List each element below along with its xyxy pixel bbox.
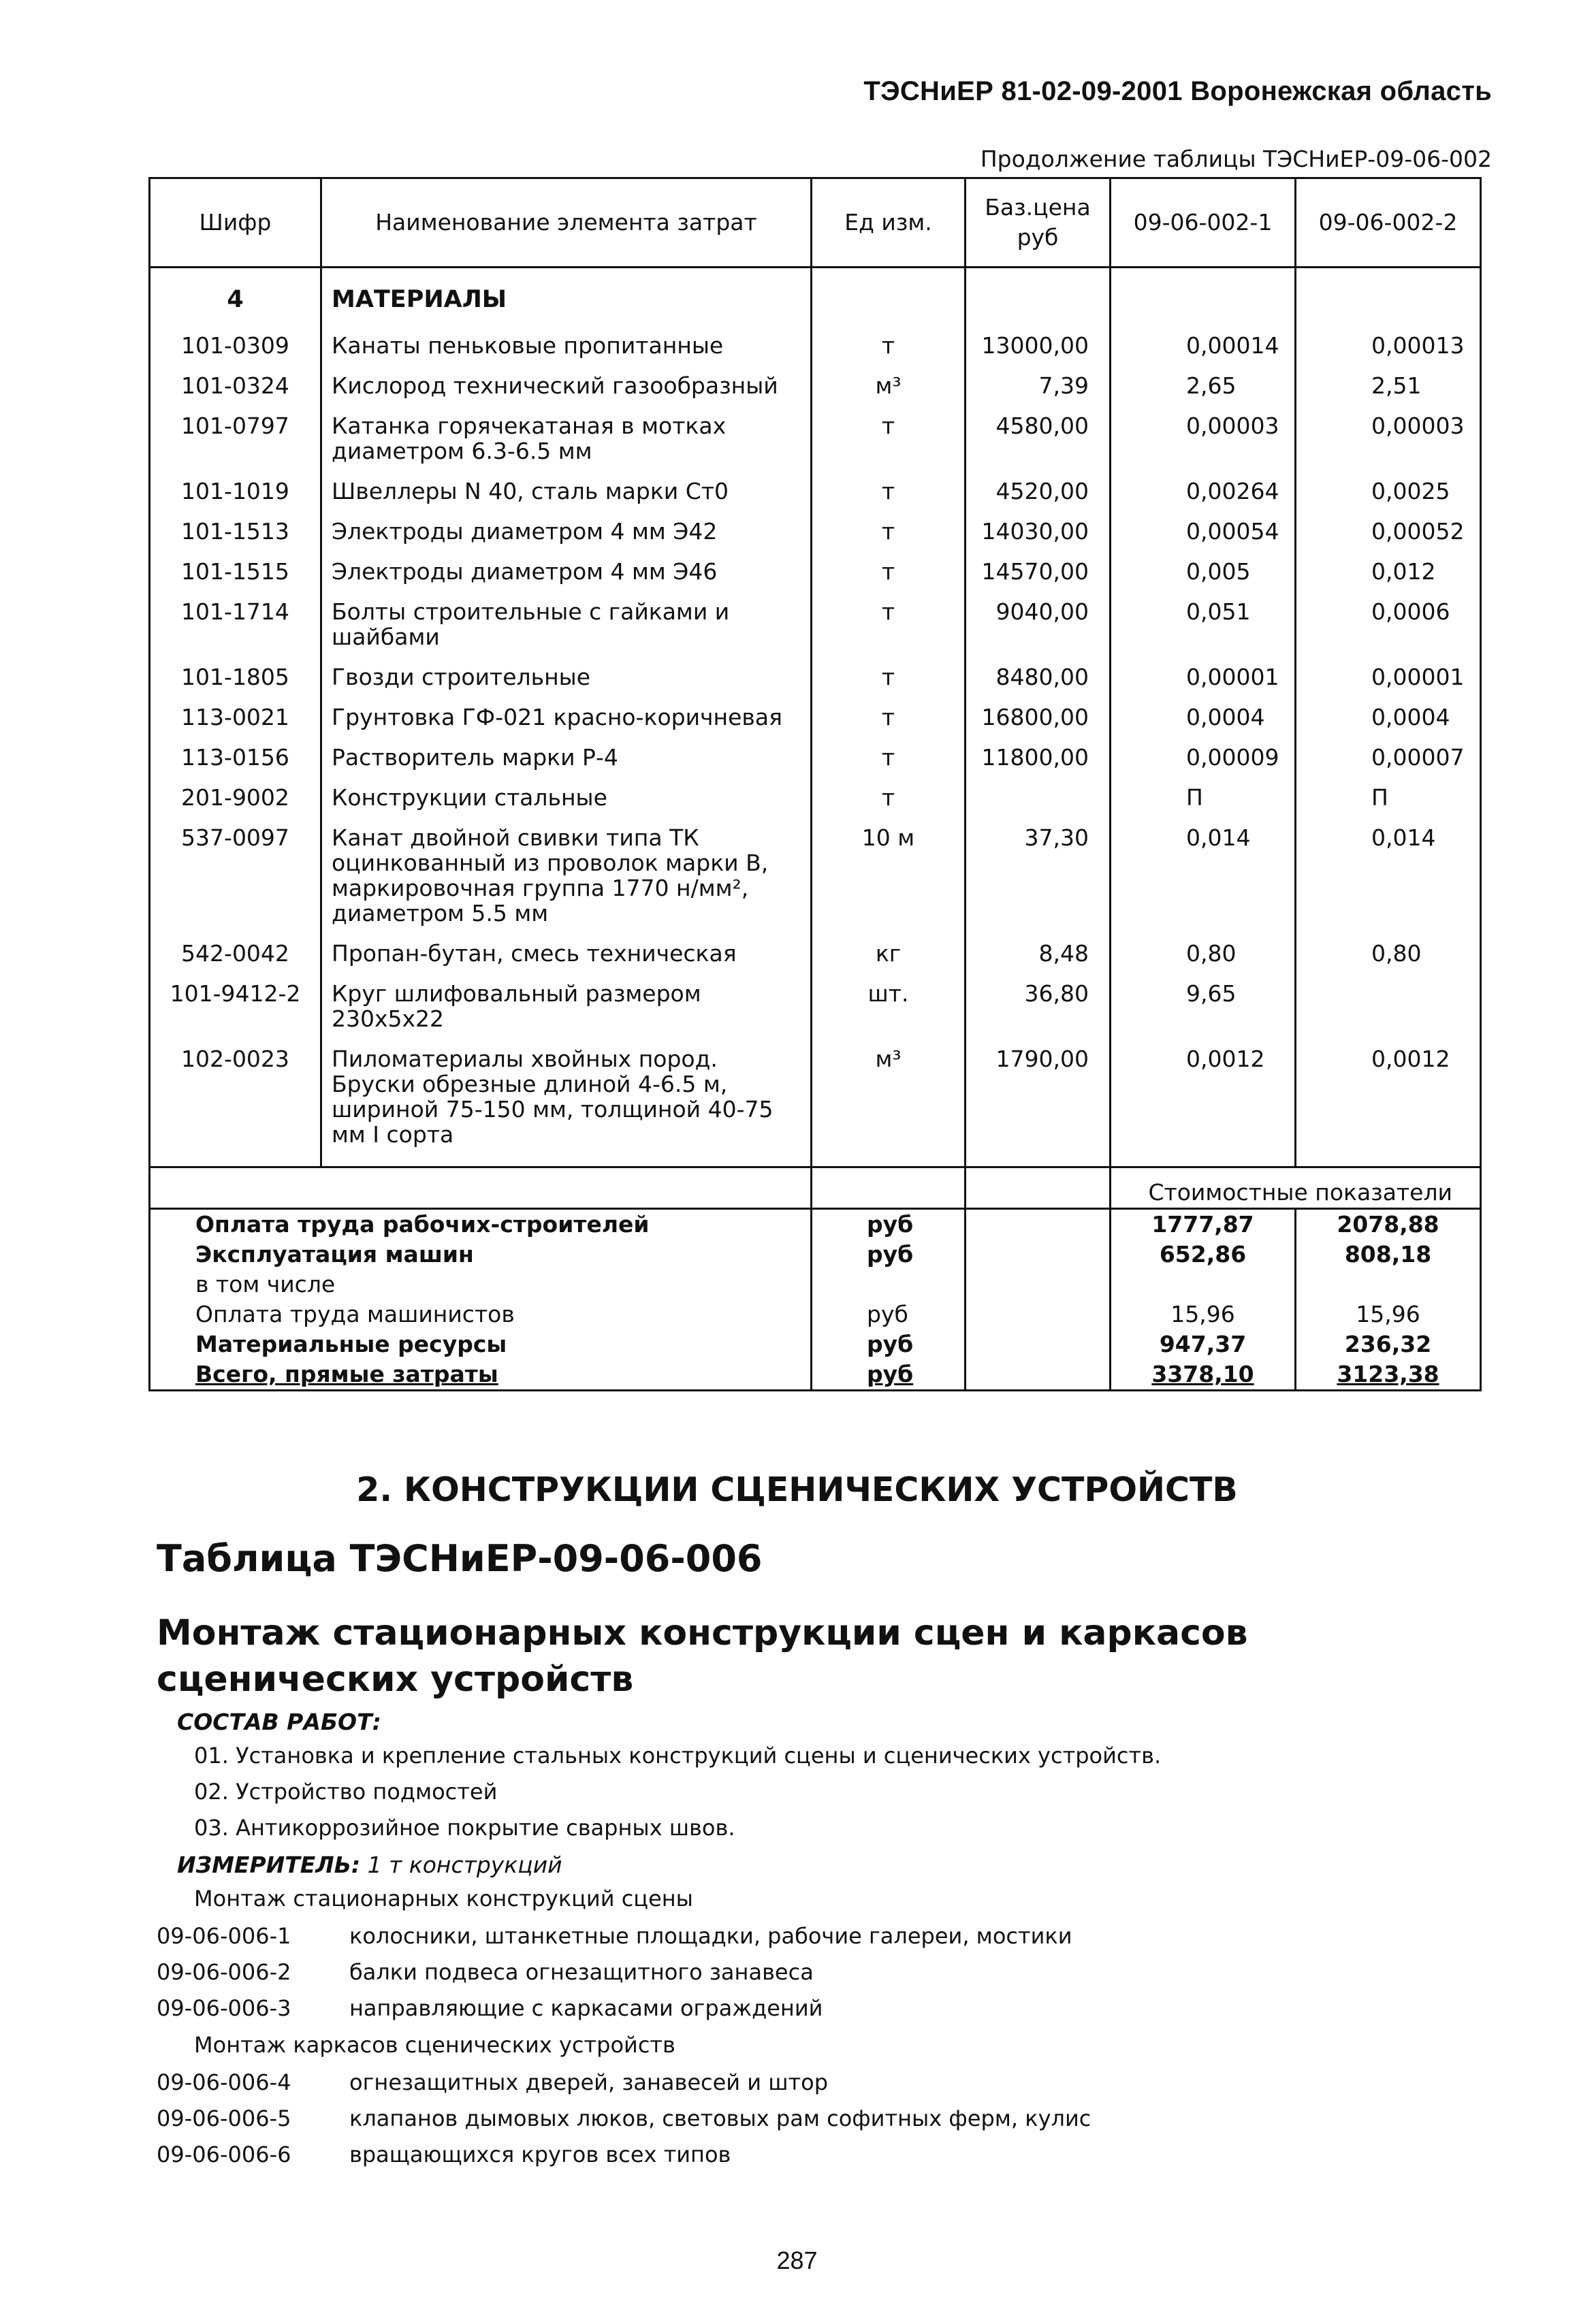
section-heading: 2. КОНСТРУКЦИИ СЦЕНИЧЕСКИХ УСТРОЙСТВ xyxy=(356,1470,1238,1509)
row-name: Кислород технический газообразный xyxy=(321,365,812,405)
row-code: 101-1515 xyxy=(150,551,321,591)
row-price: 14030,00 xyxy=(966,511,1111,551)
section-row xyxy=(150,268,1481,325)
norm-text: направляющие с каркасами ограждений xyxy=(349,1995,823,2021)
row-code: 113-0021 xyxy=(150,696,321,737)
resource-table-wrapper xyxy=(148,177,1480,1391)
row-value-2: 2,51 xyxy=(1296,365,1481,405)
table-header-row xyxy=(150,178,1481,268)
measure-value: 1 т конструкций xyxy=(367,1852,562,1878)
work-item: 01. Установка и крепление стальных конструкций сцены и сценических устройств. xyxy=(194,1743,1162,1769)
section-name: МАТЕРИАЛЫ xyxy=(321,268,812,325)
header-norm-1: 09-06-002-1 xyxy=(1111,178,1296,268)
row-code: 102-0023 xyxy=(150,1038,321,1167)
row-value-2: П xyxy=(1296,777,1481,817)
norm-code: 09-06-006-1 xyxy=(157,1923,291,1949)
table-row xyxy=(150,591,1481,656)
cost-value-2: 15,96 xyxy=(1296,1300,1481,1329)
row-unit: т xyxy=(812,511,966,551)
cost-spacer xyxy=(966,1329,1111,1359)
row-unit: т xyxy=(812,777,966,817)
row-value-1: 0,00264 xyxy=(1111,470,1296,511)
cost-unit: руб xyxy=(812,1329,966,1359)
table-title: Монтаж стационарных конструкции сцен и каркасов сценических устройств xyxy=(157,1613,1248,1700)
cost-label: Оплата труда машинистов xyxy=(150,1300,812,1329)
row-code: 101-0309 xyxy=(150,325,321,365)
row-value-2: 0,0004 xyxy=(1296,696,1481,737)
row-price: 37,30 xyxy=(966,817,1111,933)
section-code: 4 xyxy=(150,268,321,325)
norm-text: балки подвеса огнезащитного занавеса xyxy=(349,1959,814,1985)
header-price: Баз.цена руб xyxy=(966,178,1111,268)
row-value-2: 0,00013 xyxy=(1296,325,1481,365)
cost-row xyxy=(150,1329,1481,1359)
cost-value-1: 1777,87 xyxy=(1111,1209,1296,1240)
cost-unit xyxy=(812,1270,966,1300)
page-header: ТЭСНиЕР 81-02-09-2001 Воронежская область xyxy=(863,76,1492,106)
table-row xyxy=(150,470,1481,511)
row-value-1: 0,051 xyxy=(1111,591,1296,656)
row-value-1: 0,005 xyxy=(1111,551,1296,591)
cost-value-1: 947,37 xyxy=(1111,1329,1296,1359)
norm-text: огнезащитных дверей, занавесей и штор xyxy=(349,2069,829,2095)
table-row xyxy=(150,777,1481,817)
row-price: 4520,00 xyxy=(966,470,1111,511)
row-price: 14570,00 xyxy=(966,551,1111,591)
row-price: 36,80 xyxy=(966,973,1111,1038)
row-unit: т xyxy=(812,696,966,737)
norm-code: 09-06-006-6 xyxy=(157,2142,291,2167)
cost-value-1 xyxy=(1111,1270,1296,1300)
cost-value-1: 3378,10 xyxy=(1111,1359,1296,1391)
row-price: 9040,00 xyxy=(966,591,1111,656)
norm-text: клапанов дымовых люков, световых рам софитных ферм, кулис xyxy=(349,2105,1091,2131)
row-unit: 10 м xyxy=(812,817,966,933)
row-unit: т xyxy=(812,470,966,511)
composition-label: СОСТАВ РАБОТ: xyxy=(177,1709,381,1735)
row-value-1: 0,00009 xyxy=(1111,737,1296,777)
header-norm-2: 09-06-002-2 xyxy=(1296,178,1481,268)
row-value-2: 0,014 xyxy=(1296,817,1481,933)
row-value-2: 0,012 xyxy=(1296,551,1481,591)
row-unit: т xyxy=(812,551,966,591)
row-value-2: 0,80 xyxy=(1296,933,1481,973)
row-price: 8480,00 xyxy=(966,656,1111,696)
row-unit: т xyxy=(812,325,966,365)
row-name: Круг шлифовальный размером 230х5х22 xyxy=(321,973,812,1038)
cost-value-2: 236,32 xyxy=(1296,1329,1481,1359)
header-code: Шифр xyxy=(150,178,321,268)
cost-header-row xyxy=(150,1168,1481,1209)
row-value-2 xyxy=(1296,973,1481,1038)
row-unit: кг xyxy=(812,933,966,973)
cost-row xyxy=(150,1209,1481,1240)
row-value-1: 2,65 xyxy=(1111,365,1296,405)
row-name: Электроды диаметром 4 мм Э42 xyxy=(321,511,812,551)
work-item: 03. Антикоррозийное покрытие сварных швов. xyxy=(194,1815,735,1841)
row-value-1: 0,00054 xyxy=(1111,511,1296,551)
cost-indicators-table xyxy=(148,1168,1482,1391)
row-code: 101-1805 xyxy=(150,656,321,696)
cost-label: Эксплуатация машин xyxy=(150,1240,812,1270)
row-value-1: 0,014 xyxy=(1111,817,1296,933)
table-row xyxy=(150,696,1481,737)
row-unit: шт. xyxy=(812,973,966,1038)
row-name: Электроды диаметром 4 мм Э46 xyxy=(321,551,812,591)
cost-value-1: 652,86 xyxy=(1111,1240,1296,1270)
row-value-2: 0,00003 xyxy=(1296,405,1481,470)
row-code: 101-9412-2 xyxy=(150,973,321,1038)
row-value-2: 0,0006 xyxy=(1296,591,1481,656)
table-row xyxy=(150,656,1481,696)
row-price: 8,48 xyxy=(966,933,1111,973)
measure-label: ИЗМЕРИТЕЛЬ: xyxy=(177,1852,361,1878)
cost-label: Всего, прямые затраты xyxy=(150,1359,812,1391)
row-code: 101-1714 xyxy=(150,591,321,656)
table-row xyxy=(150,405,1481,470)
row-unit: м³ xyxy=(812,1038,966,1167)
cost-label: Оплата труда рабочих-строителей xyxy=(150,1209,812,1240)
row-price: 1790,00 xyxy=(966,1038,1111,1167)
table-row xyxy=(150,973,1481,1038)
cost-value-2 xyxy=(1296,1270,1481,1300)
norm-code: 09-06-006-5 xyxy=(157,2105,291,2131)
row-name: Растворитель марки Р-4 xyxy=(321,737,812,777)
row-value-2: 0,0025 xyxy=(1296,470,1481,511)
row-name: Канаты пеньковые пропитанные xyxy=(321,325,812,365)
row-unit: т xyxy=(812,591,966,656)
table-row xyxy=(150,817,1481,933)
header-name: Наименование элемента затрат xyxy=(321,178,812,268)
cost-row xyxy=(150,1270,1481,1300)
cost-value-2: 2078,88 xyxy=(1296,1209,1481,1240)
row-code: 101-1019 xyxy=(150,470,321,511)
cost-unit: руб xyxy=(812,1300,966,1329)
row-name: Канат двойной свивки типа ТК оцинкованный из проволок марки В, маркировочная группа 1770 н/мм², диаметром 5.5 мм xyxy=(321,817,812,933)
cost-value-2: 3123,38 xyxy=(1296,1359,1481,1391)
row-name: Пиломатериалы хвойных пород. Бруски обрезные длиной 4-6.5 м, шириной 75-150 мм, толщиной 40-75 мм I сорта xyxy=(321,1038,812,1167)
row-unit: т xyxy=(812,656,966,696)
table-heading: Таблица ТЭСНиЕР-09-06-006 xyxy=(157,1537,763,1580)
row-value-2: 0,0012 xyxy=(1296,1038,1481,1167)
table-row xyxy=(150,365,1481,405)
group-title-1: Монтаж стационарных конструкций сцены xyxy=(194,1886,693,1911)
cost-unit: руб xyxy=(812,1209,966,1240)
row-price: 7,39 xyxy=(966,365,1111,405)
table-row xyxy=(150,737,1481,777)
table-row xyxy=(150,325,1481,365)
cost-value-2: 808,18 xyxy=(1296,1240,1481,1270)
cost-row xyxy=(150,1359,1481,1391)
row-code: 101-1513 xyxy=(150,511,321,551)
norm-code: 09-06-006-2 xyxy=(157,1959,291,1985)
table-row xyxy=(150,1038,1481,1167)
row-value-2: 0,00001 xyxy=(1296,656,1481,696)
cost-value-1: 15,96 xyxy=(1111,1300,1296,1329)
cost-header: Стоимостные показатели xyxy=(1111,1168,1481,1209)
row-value-2: 0,00007 xyxy=(1296,737,1481,777)
row-value-1: 9,65 xyxy=(1111,973,1296,1038)
row-name: Катанка горячекатаная в мотках диаметром 6.3-6.5 мм xyxy=(321,405,812,470)
row-price: 13000,00 xyxy=(966,325,1111,365)
cost-unit: руб xyxy=(812,1240,966,1270)
table-continuation-caption: Продолжение таблицы ТЭСНиЕР-09-06-002 xyxy=(980,146,1492,172)
row-value-1: П xyxy=(1111,777,1296,817)
page-number: 287 xyxy=(776,2246,818,2274)
cost-spacer xyxy=(966,1209,1111,1240)
work-item: 02. Устройство подмостей xyxy=(194,1779,498,1805)
header-unit: Ед изм. xyxy=(812,178,966,268)
row-code: 537-0097 xyxy=(150,817,321,933)
row-code: 101-0324 xyxy=(150,365,321,405)
norm-text: колосники, штанкетные площадки, рабочие галереи, мостики xyxy=(349,1923,1072,1949)
row-unit: м³ xyxy=(812,365,966,405)
cost-row xyxy=(150,1300,1481,1329)
cost-label: в том числе xyxy=(150,1270,812,1300)
row-price: 16800,00 xyxy=(966,696,1111,737)
row-name: Болты строительные с гайками и шайбами xyxy=(321,591,812,656)
row-value-1: 0,00003 xyxy=(1111,405,1296,470)
norm-code: 09-06-006-3 xyxy=(157,1995,291,2021)
row-name: Конструкции стальные xyxy=(321,777,812,817)
table-row xyxy=(150,551,1481,591)
cost-spacer xyxy=(966,1240,1111,1270)
row-value-2: 0,00052 xyxy=(1296,511,1481,551)
resource-table xyxy=(148,177,1482,1168)
row-code: 113-0156 xyxy=(150,737,321,777)
row-unit: т xyxy=(812,405,966,470)
row-value-1: 0,0004 xyxy=(1111,696,1296,737)
row-price: 4580,00 xyxy=(966,405,1111,470)
row-name: Пропан-бутан, смесь техническая xyxy=(321,933,812,973)
cost-spacer xyxy=(966,1300,1111,1329)
table-row xyxy=(150,933,1481,973)
row-unit: т xyxy=(812,737,966,777)
row-name: Швеллеры N 40, сталь марки Ст0 xyxy=(321,470,812,511)
row-code: 201-9002 xyxy=(150,777,321,817)
row-name: Гвозди строительные xyxy=(321,656,812,696)
cost-unit: руб xyxy=(812,1359,966,1391)
row-code: 101-0797 xyxy=(150,405,321,470)
row-name: Грунтовка ГФ-021 красно-коричневая xyxy=(321,696,812,737)
cost-row xyxy=(150,1240,1481,1270)
row-value-1: 0,0012 xyxy=(1111,1038,1296,1167)
row-code: 542-0042 xyxy=(150,933,321,973)
row-price: 11800,00 xyxy=(966,737,1111,777)
measure-line xyxy=(177,1852,562,1878)
norm-text: вращающихся кругов всех типов xyxy=(349,2142,731,2167)
row-value-1: 0,80 xyxy=(1111,933,1296,973)
row-value-1: 0,00014 xyxy=(1111,325,1296,365)
group-title-2: Монтаж каркасов сценических устройств xyxy=(194,2032,675,2058)
norm-code: 09-06-006-4 xyxy=(157,2069,291,2095)
row-price xyxy=(966,777,1111,817)
table-row xyxy=(150,511,1481,551)
cost-spacer xyxy=(966,1359,1111,1391)
cost-label: Материальные ресурсы xyxy=(150,1329,812,1359)
row-value-1: 0,00001 xyxy=(1111,656,1296,696)
cost-spacer xyxy=(966,1270,1111,1300)
